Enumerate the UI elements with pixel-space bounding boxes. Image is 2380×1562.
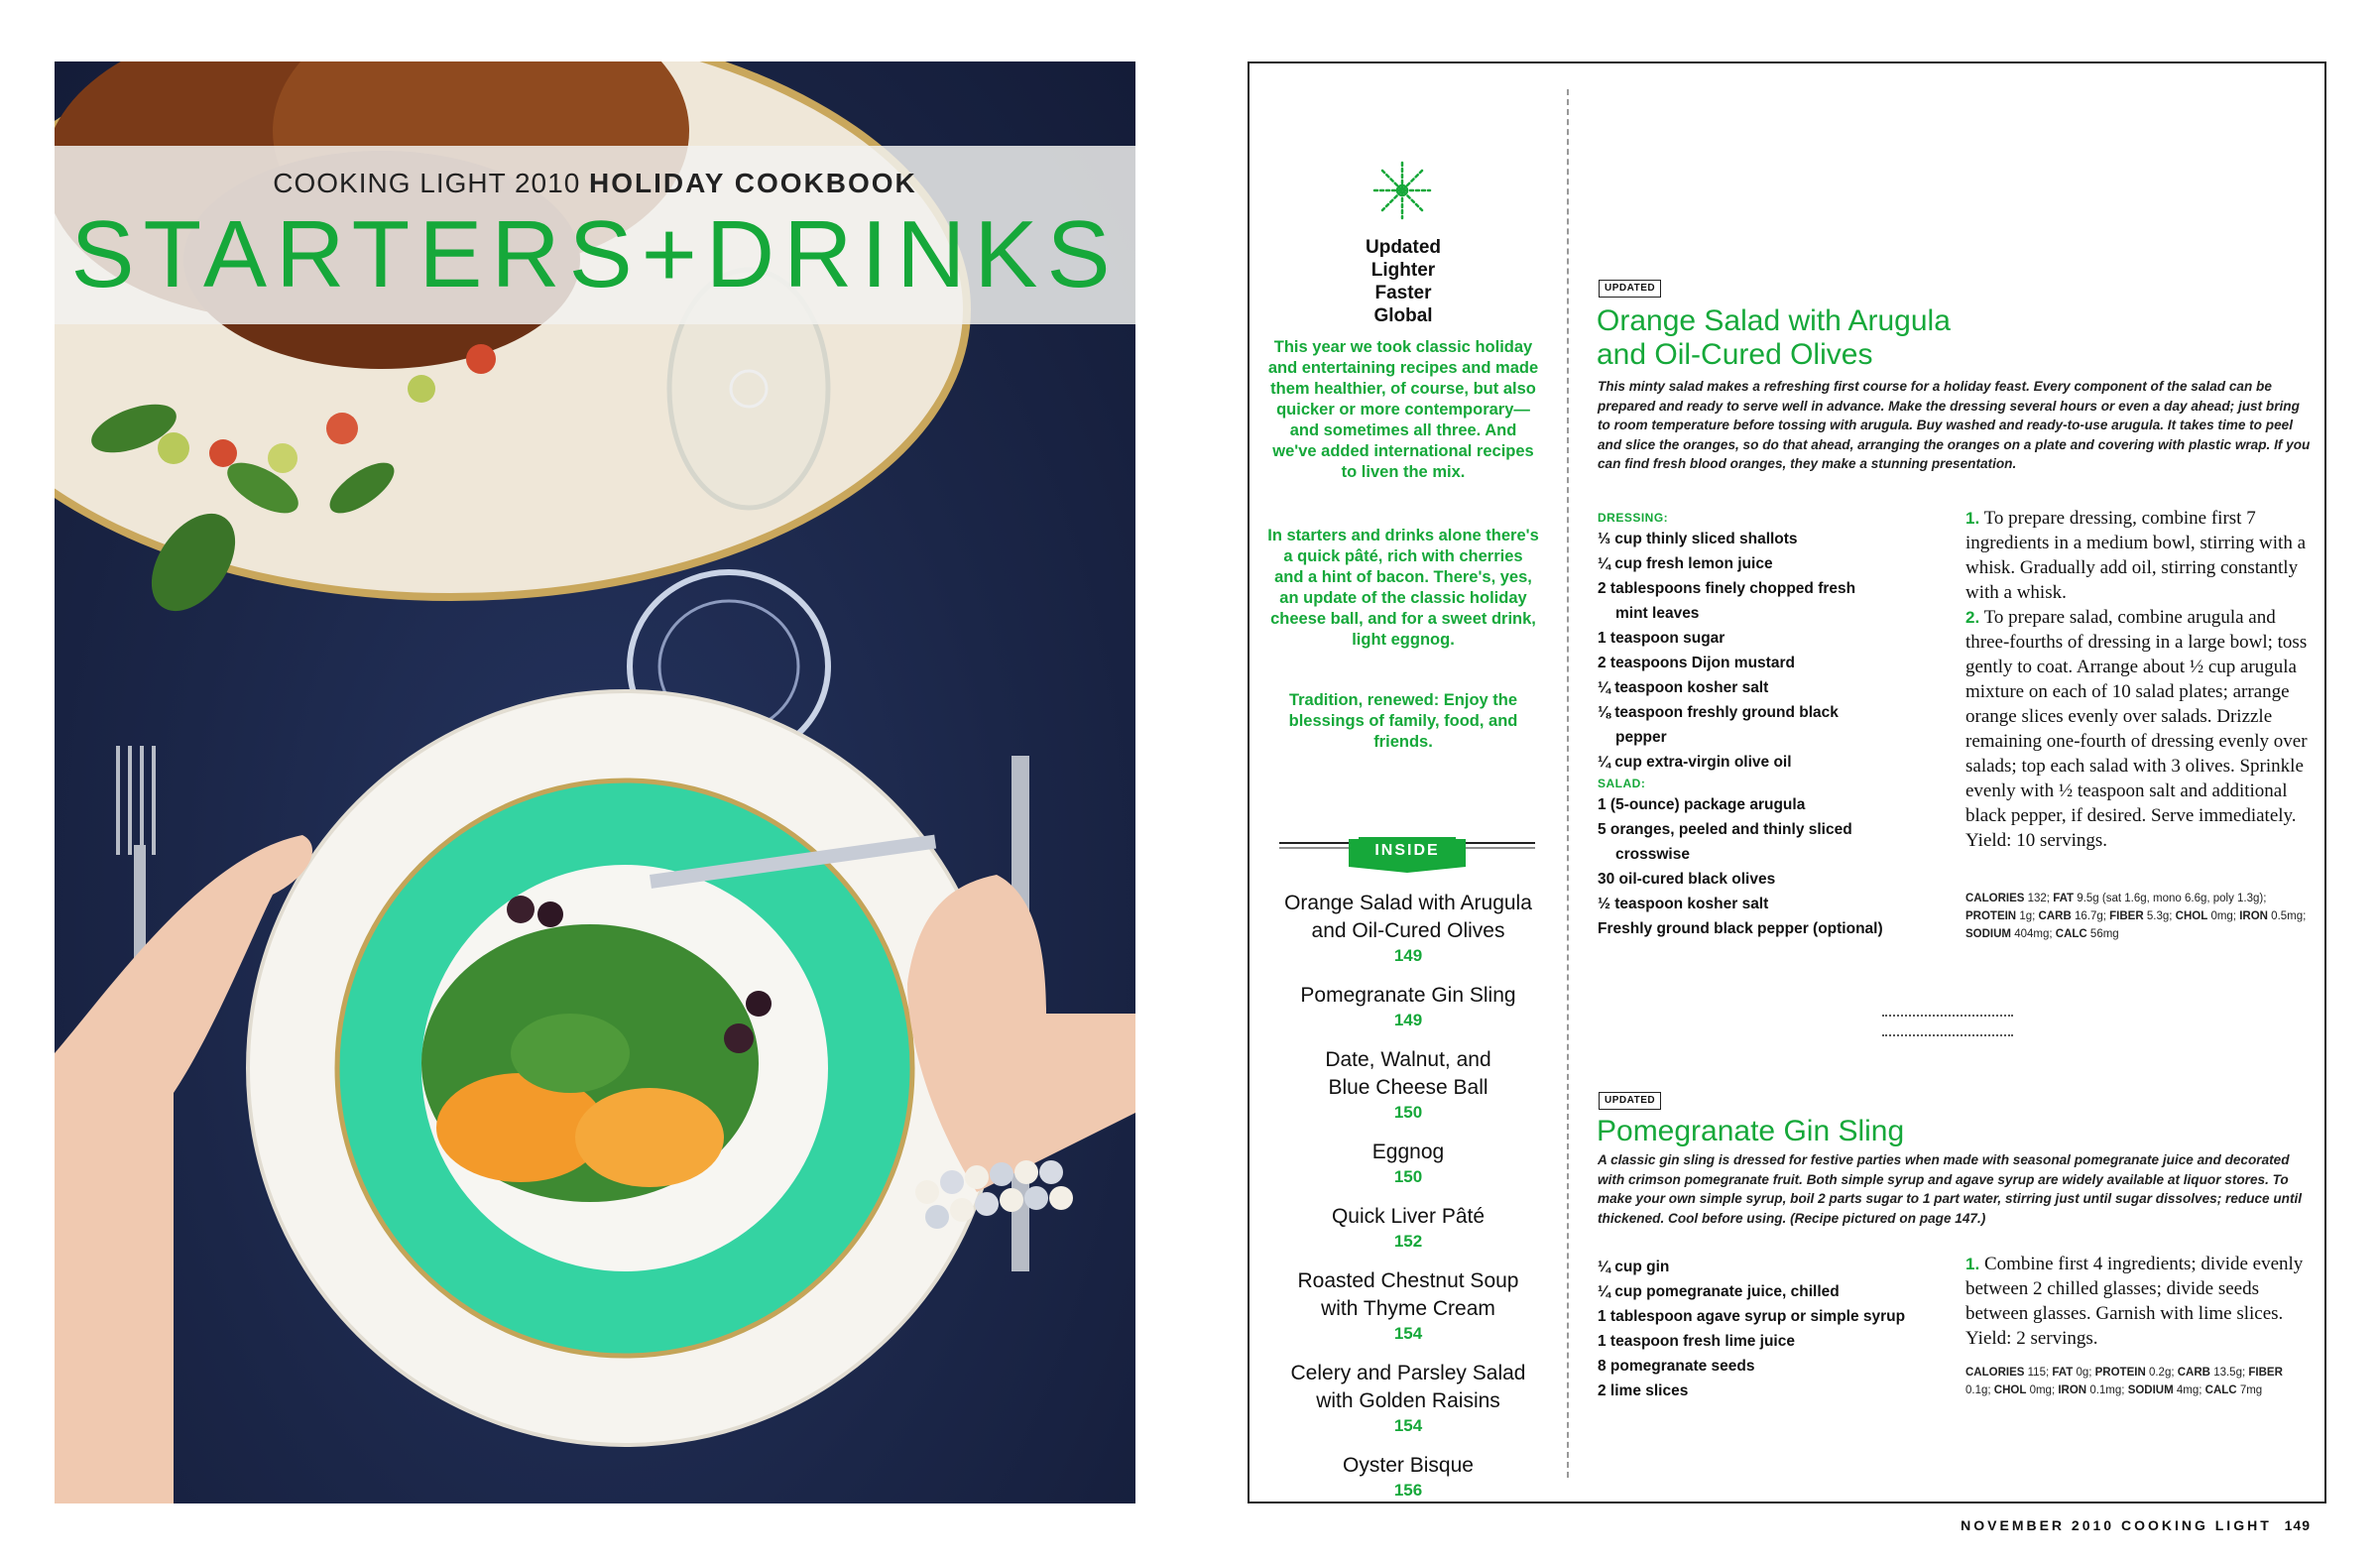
nutrient-name: PROTEIN bbox=[2094, 1367, 2146, 1379]
ingredient-group-heading: SALAD: bbox=[1598, 777, 1646, 790]
nutrient-name: FIBER bbox=[2248, 1367, 2283, 1379]
ingredient-line: 1 teaspoon fresh lime juice bbox=[1598, 1333, 1795, 1350]
ingredient-line: 1 teaspoon sugar bbox=[1598, 630, 1726, 647]
column-divider bbox=[1567, 89, 1569, 1478]
ingredient-line: ¼ cup pomegranate juice, chilled bbox=[1598, 1283, 1840, 1300]
ingredient-group-heading: DRESSING: bbox=[1598, 511, 1669, 525]
ingredient-list bbox=[1598, 1255, 1935, 1403]
nutrient-name: IRON bbox=[2058, 1384, 2087, 1396]
nutrient-value: 16.7g; bbox=[2074, 910, 2106, 922]
nutrient-value: 0mg; bbox=[2029, 1384, 2056, 1396]
nutrient-value: 0.1g; bbox=[1965, 1384, 1991, 1396]
page-folio bbox=[1961, 1517, 2311, 1533]
step-text: To prepare dressing, combine first 7 ingredients in a medium bowl, stirring with a whisk. Gradually add oil, stirring constantly with a whisk. bbox=[1965, 508, 2307, 603]
toc-item[interactable]: Eggnog 150 bbox=[1371, 1141, 1445, 1186]
ingredient-list bbox=[1598, 509, 1935, 941]
toc-item[interactable]: Orange Salad with Arugula and Oil-Cured Olives 149 bbox=[1284, 892, 1532, 965]
recipe-step bbox=[1965, 1252, 2308, 1351]
step-number: 1. bbox=[1965, 1255, 1980, 1273]
section-title: STARTERS+DRINKS bbox=[70, 201, 1120, 307]
dotted-rule bbox=[1882, 1015, 2013, 1017]
ingredient-line: 1 (5-ounce) package arugula bbox=[1598, 796, 1806, 813]
nutrient-value: 4mg; bbox=[2176, 1384, 2202, 1396]
recipe-steps bbox=[1965, 506, 2308, 853]
ingredient-line: pepper bbox=[1615, 729, 1667, 746]
ingredient-line: 5 oranges, peeled and thinly sliced bbox=[1598, 821, 1852, 838]
ingredient-line: 2 tablespoons finely chopped fresh bbox=[1598, 580, 1856, 597]
nutrient-name: SODIUM bbox=[2127, 1384, 2174, 1396]
cookbook-kicker bbox=[55, 168, 1135, 199]
nutrient-name: FAT bbox=[2052, 1367, 2074, 1379]
ingredient-line: 2 teaspoons Dijon mustard bbox=[1598, 655, 1795, 671]
nutrient-name: SODIUM bbox=[1965, 928, 2011, 940]
nutrient-value: 115; bbox=[2027, 1367, 2050, 1379]
recipe-title: Orange Salad with Arugula and Oil-Cured Olives bbox=[1597, 304, 1951, 371]
ingredient-line: 30 oil-cured black olives bbox=[1598, 871, 1776, 888]
table-of-contents bbox=[1259, 890, 1557, 1516]
page-number: 149 bbox=[2284, 1517, 2311, 1533]
ingredient-line: crosswise bbox=[1615, 846, 1690, 863]
nutrient-name: IRON bbox=[2239, 910, 2268, 922]
toc-item[interactable]: Oyster Bisque 156 bbox=[1343, 1454, 1474, 1500]
nutrient-value: 1g; bbox=[2019, 910, 2036, 922]
nutrient-name: CARB bbox=[2038, 910, 2072, 922]
nutrient-value: 0.2g; bbox=[2148, 1367, 2175, 1379]
nutrition-facts bbox=[1965, 890, 2308, 943]
nutrient-name: PROTEIN bbox=[1965, 910, 2017, 922]
ingredient-line: Freshly ground black pepper (optional) bbox=[1598, 920, 1883, 937]
kicker-regular: COOKING LIGHT 2010 bbox=[273, 168, 581, 198]
nutrient-name: CALC bbox=[2055, 928, 2087, 940]
ingredient-line: ⅓ cup thinly sliced shallots bbox=[1598, 531, 1798, 547]
snowflake-icon bbox=[1370, 159, 1434, 222]
nutrient-value: 132; bbox=[2027, 893, 2051, 904]
step-text: Combine first 4 ingredients; divide evenly between 2 chilled glasses; divide seeds between glasses. Garnish with lime slices. Yield: 2 servings. bbox=[1965, 1254, 2304, 1349]
feature-item: Global bbox=[1373, 305, 1433, 326]
folio-issue: NOVEMBER 2010 bbox=[1961, 1517, 2115, 1533]
dotted-rule bbox=[1882, 1034, 2013, 1036]
toc-item[interactable]: Pomegranate Gin Sling 149 bbox=[1300, 984, 1516, 1029]
ingredient-line: ¼ cup extra-virgin olive oil bbox=[1598, 754, 1792, 771]
cover-photo bbox=[55, 61, 1135, 1503]
nutrient-name: CHOL bbox=[1993, 1384, 2027, 1396]
nutrient-value: 0mg; bbox=[2210, 910, 2237, 922]
cover-banner bbox=[55, 146, 1135, 324]
nutrient-name: CALC bbox=[2204, 1384, 2237, 1396]
toc-item[interactable]: Date, Walnut, and Blue Cheese Ball 150 bbox=[1325, 1048, 1491, 1122]
ingredient-line: 1 tablespoon agave syrup or simple syrup bbox=[1598, 1308, 1906, 1325]
nutrient-name: FIBER bbox=[2109, 910, 2144, 922]
feature-item: Lighter bbox=[1370, 260, 1436, 281]
step-text: To prepare salad, combine arugula and three-fourths of dressing in a large bowl; toss gently to coat. Arrange about ½ cup arugula mixture on each of 10 salad plates; arrange orange slices evenly over salads. Drizzle remaining one-fourth of dressing evenly over salads; top each salad with 3 olives. Sprinkle evenly with ½ teaspoon salt and additional black pepper, if desired. Serve immediately. Yield: 10 servings. bbox=[1965, 607, 2308, 851]
feature-item: Faster bbox=[1374, 283, 1432, 303]
recipe-step bbox=[1965, 605, 2308, 853]
ingredient-line: mint leaves bbox=[1615, 605, 1700, 622]
nutrient-value: 13.5g; bbox=[2213, 1367, 2246, 1379]
nutrient-name: FAT bbox=[2053, 893, 2075, 904]
nutrient-name: CALORIES bbox=[1965, 893, 2025, 904]
nutrient-value: 0.5mg; bbox=[2271, 910, 2307, 922]
updated-badge: UPDATED bbox=[1599, 280, 1661, 298]
nutrient-value: 7mg bbox=[2239, 1384, 2263, 1396]
nutrient-value: 5.3g; bbox=[2146, 910, 2173, 922]
updated-badge: UPDATED bbox=[1599, 1092, 1661, 1110]
ingredient-line: ¼ teaspoon kosher salt bbox=[1598, 679, 1769, 696]
nutrient-value: 9.5g (sat 1.6g, mono 6.6g, poly 1.3g); bbox=[2077, 893, 2267, 904]
recipe-title: Pomegranate Gin Sling bbox=[1597, 1115, 1905, 1147]
ingredient-line: ¼ cup fresh lemon juice bbox=[1598, 555, 1773, 572]
intro-paragraph: Tradition, renewed: Enjoy the blessings of family, food, and friends. bbox=[1288, 691, 1518, 751]
ingredient-line: 2 lime slices bbox=[1598, 1382, 1689, 1399]
feature-list bbox=[1279, 236, 1527, 327]
intro-paragraph: In starters and drinks alone there's a quick pâté, rich with cherries and a hint of bacon. There's, yes, an update of the classic holiday cheese ball, and for a sweet drink, light eggnog. bbox=[1267, 527, 1539, 649]
nutrient-value: 0.1mg; bbox=[2089, 1384, 2125, 1396]
recipe-step bbox=[1965, 506, 2308, 605]
nutrient-value: 404mg; bbox=[2014, 928, 2053, 940]
recipe-headnote: A classic gin sling is dressed for festive parties when made with seasonal pomegranate juice and decorated with crimson pomegranate fruit. Both simple syrup and agave syrup are widely available at liquor stores. To make your own simple syrup, boil 2 parts sugar to 1 part water, stirring just until sugar dissolves; reduce until thickened. Cool before using. (Recipe pictured on page 147.) bbox=[1598, 1152, 2303, 1226]
recipe-headnote: This minty salad makes a refreshing first course for a holiday feast. Every component of the salad can be prepared and ready to serve well in advance. Make the dressing several hours or even a day ahead; just bring to room temperature before tossing with arugula. Buy washed and ready-to-use arugula. It takes time to peel and slice the oranges, so do that ahead, arranging the oranges on a plate and covering with plastic wrap. If you can find fresh blood oranges, they make a stunning presentation. bbox=[1598, 379, 2311, 472]
nutrient-name: CHOL bbox=[2175, 910, 2208, 922]
feature-item: Updated bbox=[1366, 237, 1441, 258]
ingredient-line: 8 pomegranate seeds bbox=[1598, 1358, 1755, 1375]
ingredient-line: ¼ cup gin bbox=[1598, 1259, 1670, 1275]
ingredient-line: ⅛ teaspoon freshly ground black bbox=[1598, 704, 1839, 721]
inside-label: INSIDE bbox=[1359, 837, 1456, 865]
toc-item[interactable]: Roasted Chestnut Soup with Thyme Cream 154 bbox=[1297, 1269, 1519, 1343]
folio-magazine: COOKING LIGHT bbox=[2120, 1517, 2272, 1533]
step-number: 2. bbox=[1965, 608, 1980, 627]
nutrient-value: 56mg bbox=[2089, 928, 2119, 940]
nutrient-name: CARB bbox=[2177, 1367, 2210, 1379]
nutrition-facts bbox=[1965, 1364, 2308, 1399]
recipe-steps bbox=[1965, 1252, 2308, 1351]
step-number: 1. bbox=[1965, 509, 1980, 528]
toc-item[interactable]: Celery and Parsley Salad with Golden Raisins 154 bbox=[1290, 1362, 1526, 1435]
intro-paragraph: This year we took classic holiday and entertaining recipes and made them healthier, of course, but also quicker or more contemporary— and sometimes all three. And we've added international recipes to liven the mix. bbox=[1267, 338, 1539, 481]
nutrient-name: CALORIES bbox=[1965, 1367, 2025, 1379]
nutrient-value: 0g; bbox=[2076, 1367, 2092, 1379]
ingredient-line: ½ teaspoon kosher salt bbox=[1598, 896, 1769, 912]
kicker-bold: HOLIDAY COOKBOOK bbox=[589, 168, 917, 198]
toc-item[interactable]: Quick Liver Pâté 152 bbox=[1331, 1205, 1486, 1251]
